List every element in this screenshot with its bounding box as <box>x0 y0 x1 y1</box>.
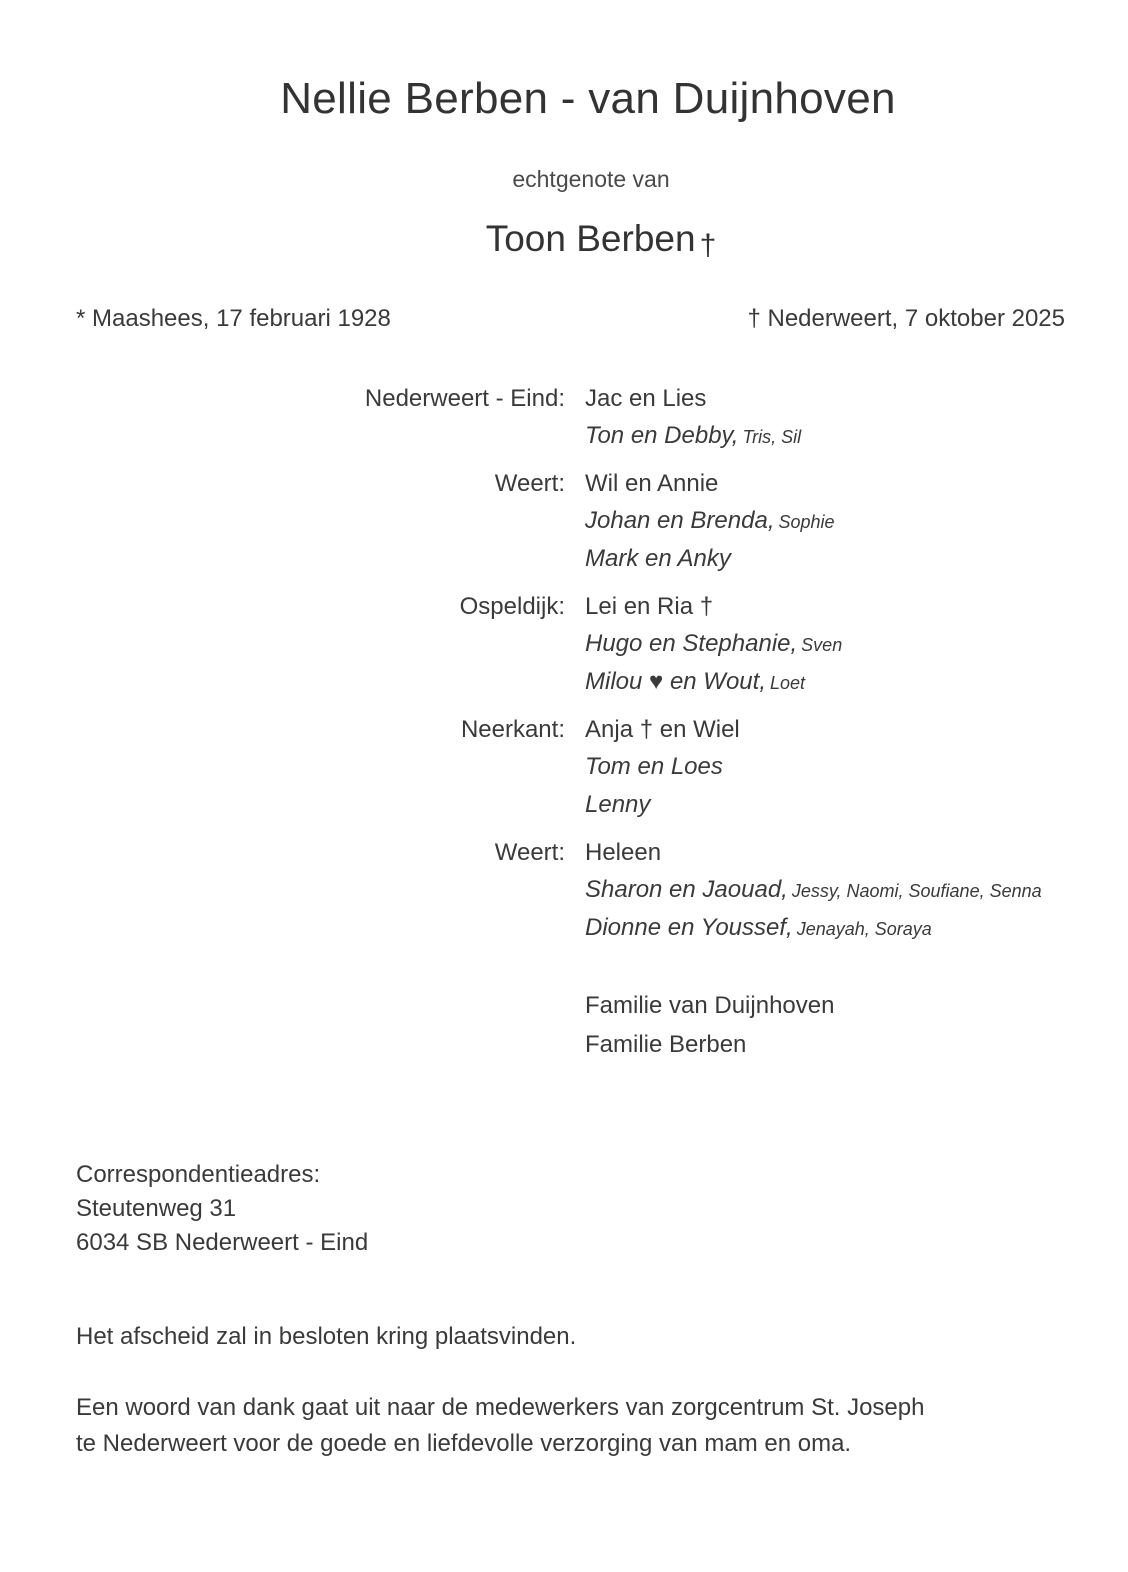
child-name: Heleen <box>585 839 662 866</box>
family-place: Ospeldijk: <box>459 593 565 620</box>
grandchild-names: Sharon en Jaouad, <box>585 876 788 903</box>
child-name: Jac en Lies <box>585 385 707 412</box>
great-grandchildren: Jenayah, Soraya <box>796 919 932 939</box>
deceased-name: Nellie Berben - van Duijnhoven <box>280 74 896 123</box>
address-street: Steutenweg 31 <box>76 1195 237 1222</box>
great-grandchildren: Sophie <box>778 512 835 532</box>
relation-label: echtgenote van <box>512 166 670 192</box>
cross-icon: † <box>699 229 717 262</box>
grandchild-names: Dionne en Youssef, <box>585 914 793 941</box>
child-name: Lei en Ria † <box>585 593 714 620</box>
grandchild-names: Milou ♥ en Wout, <box>585 668 766 695</box>
grandchild-names: Lenny <box>585 791 651 818</box>
grandchild-row <box>585 502 1128 540</box>
family-members <box>585 380 1128 455</box>
great-grandchildren: Sven <box>801 635 843 655</box>
extended-family <box>585 986 834 1064</box>
family-members <box>585 711 1128 824</box>
spouse-name: Toon Berben <box>485 218 696 259</box>
correspondence-address <box>76 1158 368 1260</box>
family-place: Nederweert - Eind: <box>364 385 565 412</box>
family-place: Neerkant: <box>460 716 565 743</box>
grandchild-row <box>585 786 1128 824</box>
great-grandchildren: Loet <box>769 673 806 693</box>
child-name: Anja † en Wiel <box>585 716 740 743</box>
grandchild-row <box>585 748 1128 786</box>
death-date: † Nederweert, 7 oktober 2025 <box>747 305 1065 332</box>
grandchild-row <box>585 540 1128 578</box>
thanks-note <box>76 1390 924 1462</box>
family-list <box>0 380 1128 957</box>
great-grandchildren: Jessy, Naomi, Soufiane, Senna <box>791 881 1042 901</box>
extended-family-item: Familie van Duijnhoven <box>585 992 835 1019</box>
family-group <box>0 588 1128 701</box>
extended-family-item: Familie Berben <box>585 1031 747 1058</box>
child-name: Wil en Annie <box>585 470 719 497</box>
grandchild-row <box>585 909 1128 947</box>
family-members <box>585 834 1128 947</box>
grandchild-names: Tom en Loes <box>585 753 723 780</box>
address-label: Correspondentieadres: <box>76 1161 321 1188</box>
family-place: Weert: <box>494 839 565 866</box>
family-group <box>0 711 1128 824</box>
grandchild-names: Ton en Debby, <box>585 422 739 449</box>
grandchild-names: Johan en Brenda, <box>585 507 775 534</box>
birth-date: * Maashees, 17 februari 1928 <box>76 305 391 332</box>
family-group <box>0 834 1128 947</box>
spouse-name-line <box>0 218 1128 263</box>
thanks-line: Een woord van dank gaat uit naar de medewerkers van zorgcentrum St. Joseph <box>76 1394 925 1421</box>
grandchild-row <box>585 663 1128 701</box>
grandchild-row <box>585 625 1128 663</box>
thanks-line: te Nederweert voor de goede en liefdevolle verzorging van mam en oma. <box>76 1430 852 1457</box>
grandchild-names: Hugo en Stephanie, <box>585 630 798 657</box>
grandchild-row <box>585 871 1128 909</box>
grandchild-names: Mark en Anky <box>585 545 731 572</box>
family-place: Weert: <box>494 470 565 497</box>
farewell-note: Het afscheid zal in besloten kring plaatsvinden. <box>76 1323 577 1350</box>
address-city: 6034 SB Nederweert - Eind <box>76 1229 369 1256</box>
family-group <box>0 380 1128 455</box>
family-members <box>585 588 1128 701</box>
family-group <box>0 465 1128 578</box>
family-members <box>585 465 1128 578</box>
great-grandchildren: Tris, Sil <box>742 427 802 447</box>
grandchild-row <box>585 417 1128 455</box>
